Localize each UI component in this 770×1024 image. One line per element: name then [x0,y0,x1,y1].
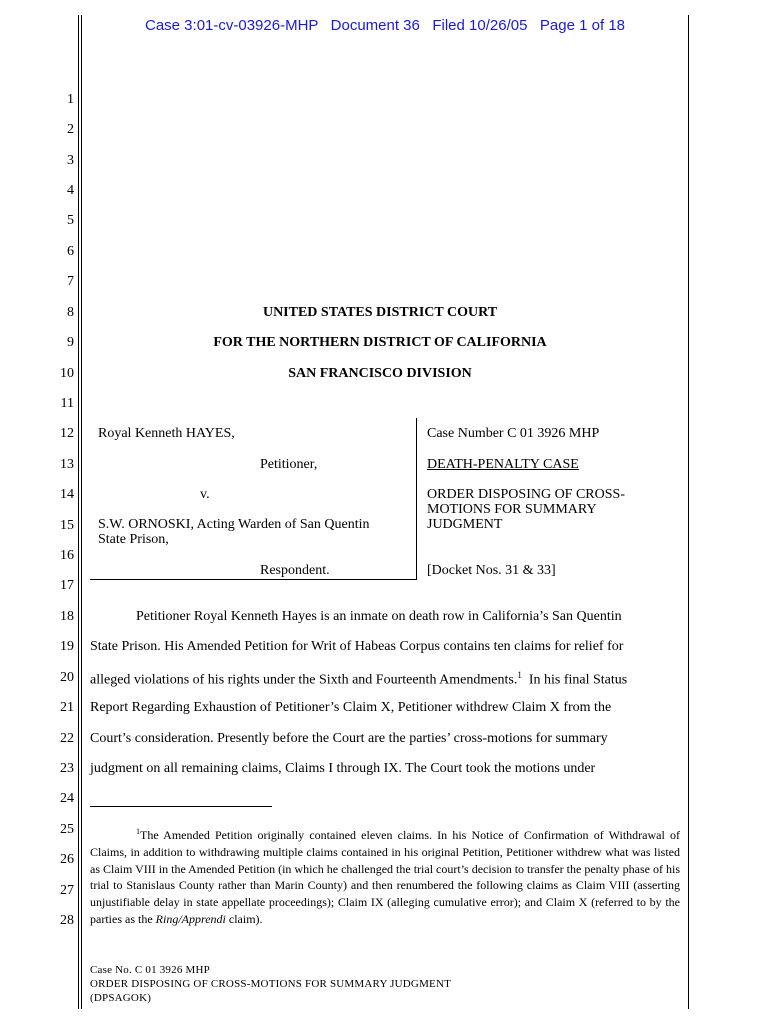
caption-divider [416,418,417,580]
line-number: 22 [60,731,74,746]
line-number: 11 [60,396,74,411]
case-type: DEATH-PENALTY CASE [427,457,579,472]
line-number: 14 [60,487,74,502]
line-number: 26 [60,852,74,867]
respondent-name-line2: State Prison, [98,532,169,547]
line-number: 2 [67,122,74,137]
footnote-italic-term: Ring/Apprendi [155,911,226,926]
line-number: 13 [60,457,74,472]
footnote-text-end: claim). [225,911,263,926]
line-number: 4 [67,183,74,198]
respondent-role: Respondent. [260,563,330,578]
footer-case-number: Case No. C 01 3926 MHP [90,964,210,976]
case-number: Case Number C 01 3926 MHP [427,426,600,441]
court-division: SAN FRANCISCO DIVISION [288,366,472,381]
line-number: 1 [67,92,74,107]
line-number: 5 [67,213,74,228]
line-number: 21 [60,700,74,715]
line-number: 18 [60,609,74,624]
body-line-20-text: alleged violations of his rights under the Sixth and Fourteenth Amendments. [90,672,518,688]
line-number: 20 [60,670,74,685]
versus: v. [200,487,210,502]
docket-numbers: [Docket Nos. 31 & 33] [427,563,556,578]
filing-header-stamp: Case 3:01-cv-03926-MHP Document 36 Filed 10/26/05 Page 1 of 18 [145,17,625,34]
line-number: 15 [60,518,74,533]
footnote-1 [90,824,680,928]
line-number: 28 [60,913,74,928]
line-number: 25 [60,822,74,837]
body-line-22: Court’s consideration. Presently before the Court are the parties’ cross-motions for summary [90,731,608,746]
left-margin-rule-outer [78,15,79,1009]
line-number: 12 [60,426,74,441]
left-margin-rule-inner [81,15,82,1009]
court-name: UNITED STATES DISTRICT COURT [262,305,498,320]
respondent-name-line1: S.W. ORNOSKI, Acting Warden of San Quentin [98,517,370,532]
footnote-marker: 1 [136,827,140,836]
line-number: 17 [60,578,74,593]
line-number: 9 [67,335,74,350]
court-district: FOR THE NORTHERN DISTRICT OF CALIFORNIA [213,335,547,350]
body-line-19: State Prison. His Amended Petition for Writ of Habeas Corpus contains ten claims for relief for [90,639,624,654]
line-number: 7 [67,274,74,289]
right-margin-rule [688,15,689,1009]
order-title-line1: ORDER DISPOSING OF CROSS- [427,487,625,502]
body-line-20 [90,670,680,689]
order-title-line2: MOTIONS FOR SUMMARY [427,502,597,517]
caption-bottom-rule [90,579,417,580]
footnote-reference: 1 [517,670,522,680]
body-line-21: Report Regarding Exhaustion of Petitioner’s Claim X, Petitioner withdrew Claim X from the [90,700,612,715]
body-line-18: Petitioner Royal Kenneth Hayes is an inmate on death row in California’s San Quentin [136,609,622,624]
line-number: 23 [60,761,74,776]
footnote-separator [90,806,272,807]
line-number: 8 [67,305,74,320]
petitioner-name: Royal Kenneth HAYES, [98,426,235,441]
line-number: 16 [60,548,74,563]
footnote-text: The Amended Petition originally contained eleven claims. In his Notice of Confirmation of Withdrawal of Claims, in addition to withdrawing multiple claims contained in his original Petition, Petitioner withdrew what was listed as Claim VIII in the Amended Petition (in which he challenged the trial court’s decision to transfer the penalty phase of his trial to Stanislaus County rather than Marin County) and then renumbered the following claims as Claim VIII (asserting unjustifiable delay in state appellate proceedings); Claim IX (alleging cumulative error); and Claim X (referred to by the parties as the [90,828,680,926]
line-number: 19 [60,639,74,654]
body-line-20-continued: In his final Status [521,672,628,688]
line-number: 27 [60,883,74,898]
line-number: 24 [60,791,74,806]
line-number: 10 [60,366,74,381]
line-number: 3 [67,153,74,168]
petitioner-role: Petitioner, [260,457,318,472]
footer-code: (DPSAGOK) [90,992,152,1004]
line-number: 6 [67,244,74,259]
footer-document-title: ORDER DISPOSING OF CROSS-MOTIONS FOR SUMMARY JUDGMENT [90,978,452,990]
order-title-line3: JUDGMENT [427,517,503,532]
body-line-23: judgment on all remaining claims, Claims I through IX. The Court took the motions under [90,761,596,776]
